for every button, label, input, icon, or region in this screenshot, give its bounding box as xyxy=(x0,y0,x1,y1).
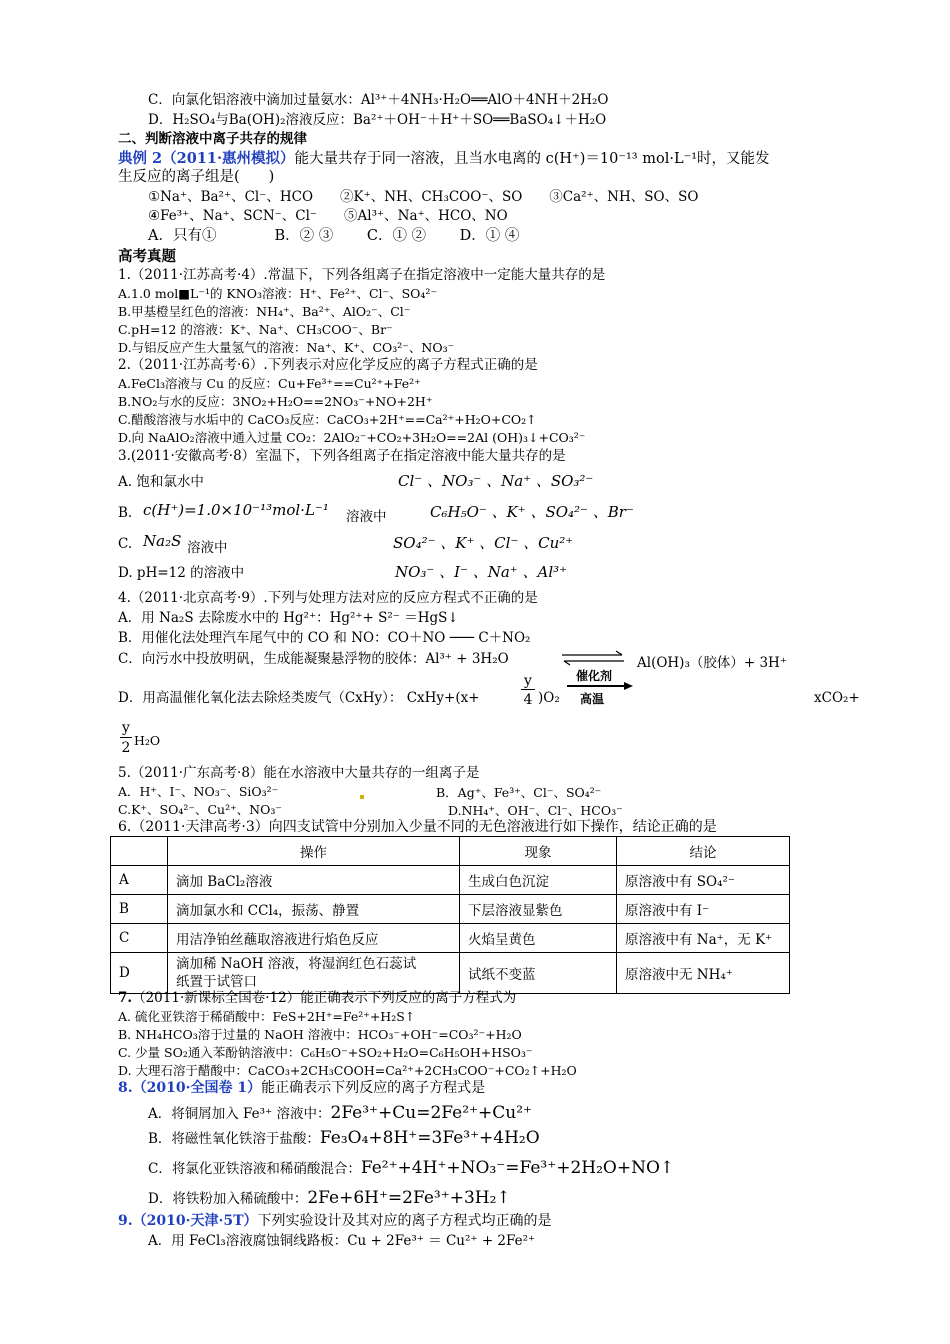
q4-option-a: A．用 Na₂S 去除废水中的 Hg²⁺：Hg²⁺+ S²⁻ ＝HgS↓ xyxy=(118,610,459,626)
q8-label: 8.（2010·全国卷 1） xyxy=(118,1080,262,1096)
q5-stem: 5.（2011·广东高考·8）能在水溶液中大量共存的一组离子是 xyxy=(118,765,480,781)
table-cell xyxy=(168,953,460,994)
q3-stem: 3.(2011·安徽高考·8）室温下，下列各组离子在指定溶液中能大量共存的是 xyxy=(118,448,566,464)
q1-option-d: D.与铝反应产生大量氢气的溶液：Na⁺、K⁺、CO₃²⁻、NO₃⁻ xyxy=(118,340,455,355)
table-cell: 滴加 BaCl₂溶液 xyxy=(168,866,460,895)
q5-option-c: C.K⁺、SO₄²⁻、Cu²⁺、NO₃⁻ xyxy=(118,802,282,817)
q6-stem: 6.（2011·天津高考·3）向四支试管中分别加入少量不同的无色溶液进行如下操作，结论正确的是 xyxy=(118,819,717,835)
example2-line2: 生反应的离子组是( ) xyxy=(118,169,275,185)
q1-stem: 1.（2011·江苏高考·4）.常温下，下列各组离子在指定溶液中一定能大量共存的是 xyxy=(118,267,606,283)
q4-option-c-right: Al(OH)₃（胶体）+ 3H⁺ xyxy=(637,655,787,671)
q2-option-a: A.FeCl₃溶液与 Cu 的反应：Cu+Fe³⁺==Cu²⁺+Fe²⁺ xyxy=(118,376,421,391)
table-cell: 滴加氯水和 CCl₄，振荡、静置 xyxy=(168,895,460,924)
table-row xyxy=(111,924,790,953)
q2-option-d: D.向 NaAlO₂溶液中通入过量 CO₂：2AlO₂⁻+CO₂+3H₂O==2Al (OH)₃↓+CO₃²⁻ xyxy=(118,430,586,445)
q4-d-condition-top: 催化剂 xyxy=(576,669,613,683)
q6-header-cell: 结论 xyxy=(617,837,790,866)
table-row xyxy=(111,866,790,895)
q4-d-frac-den: 4 xyxy=(523,692,533,708)
q4-d-frac-bar xyxy=(521,689,535,690)
q3-option-b-formula: c(H⁺)=1.0×10⁻¹³mol·L⁻¹ xyxy=(143,501,329,519)
table-cell: 原溶液中有 SO₄²⁻ xyxy=(617,866,790,895)
q8-option-c-eq: Fe²⁺+4H⁺+NO₃⁻=Fe³⁺+2H₂O+NO↑ xyxy=(360,1158,675,1178)
example2-text: 能大量共存于同一溶液，且当水电离的 c(H⁺)＝10⁻¹³ mol·L⁻¹时，又能发 xyxy=(294,151,770,167)
section2-heading: 二、判断溶液中离子共存的规律 xyxy=(118,131,307,147)
table-row xyxy=(111,953,790,994)
q2-option-c: C.醋酸溶液与水垢中的 CaCO₃反应：CaCO₃+2H⁺==Ca²⁺+H₂O+CO₂↑ xyxy=(118,412,537,427)
table-cell: 原溶液中无 NH₄⁺ xyxy=(617,953,790,994)
q4-d-frac2-bar xyxy=(120,737,132,738)
q3-option-c-label: C. xyxy=(118,536,133,552)
q9-label: 9.（2010·天津·5T） xyxy=(118,1213,258,1229)
q8-option-b-eq: Fe₃O₄+8H⁺=3Fe³⁺+4H₂O xyxy=(319,1128,540,1148)
q8-option-b-text: B．将磁性氧化铁溶于盐酸： xyxy=(148,1131,320,1147)
example2-options-1: ①Na⁺、Ba²⁺、Cl⁻、HCO ②K⁺、NH、CH₃COO⁻、SO ③Ca²⁺、NH、SO、SO xyxy=(148,189,699,205)
q6-row-d-op-line2: 纸置于试管口 xyxy=(176,974,257,990)
q8-option-c-text: C．将氯化亚铁溶液和稀硝酸混合： xyxy=(148,1161,361,1177)
q2-stem: 2.（2011·江苏高考·6）.下列表示对应化学反应的离子方程式正确的是 xyxy=(118,357,538,373)
table-cell: D xyxy=(111,953,168,994)
q8-option-d-eq: 2Fe+6H⁺=2Fe³⁺+3H₂↑ xyxy=(307,1188,511,1208)
q4-d-frac-num: y xyxy=(524,673,532,689)
q8-option-c xyxy=(148,1160,674,1178)
q8-option-a xyxy=(148,1105,532,1123)
yellow-dot-mark xyxy=(360,795,364,799)
q8-stem-line xyxy=(118,1080,485,1097)
table-cell: C xyxy=(111,924,168,953)
q4-d-frac2-num: y xyxy=(122,720,130,736)
q1-option-b: B.甲基橙呈红色的溶液：NH₄⁺、Ba²⁺、AlO₂⁻、Cl⁻ xyxy=(118,304,411,319)
q7-option-a: A. 硫化亚铁溶于稀硝酸中：FeS+2H⁺=Fe²⁺+H₂S↑ xyxy=(118,1009,416,1024)
q4-d-h2o: H₂O xyxy=(134,733,161,748)
table-cell: 原溶液中有 I⁻ xyxy=(617,895,790,924)
q4-d-frac2-den: 2 xyxy=(121,740,131,756)
q4-d-condition-bottom: 高温 xyxy=(580,692,605,706)
q3-option-a: A. 饱和氯水中 xyxy=(118,474,204,490)
table-cell: 下层溶液显紫色 xyxy=(460,895,617,924)
q4-d-o2: )O₂ xyxy=(538,690,560,706)
q2-option-b: B.NO₂与水的反应：3NO₂+H₂O==2NO₃⁻+NO+2H⁺ xyxy=(118,394,433,409)
q6-header-cell: 现象 xyxy=(460,837,617,866)
table-row xyxy=(111,895,790,924)
q8-option-a-text: A．将铜屑加入 Fe³⁺ 溶液中： xyxy=(148,1106,331,1122)
q6-header-cell: 操作 xyxy=(168,837,460,866)
table-cell: 生成白色沉淀 xyxy=(460,866,617,895)
example2-options-2: ④Fe³⁺、Na⁺、SCN⁻、Cl⁻ ⑤Al³⁺、Na⁺、HCO、NO xyxy=(148,208,508,224)
q1-option-c: C.pH=12 的溶液：K⁺、Na⁺、CH₃COO⁻、Br⁻ xyxy=(118,322,393,337)
intro-option-d: D．H₂SO₄与Ba(OH)₂溶液反应：Ba²⁺＋OH⁻＋H⁺＋SO══BaSO₄↓＋H₂O xyxy=(148,112,607,128)
q6-header-cell xyxy=(111,837,168,866)
q7-option-c: C. 少量 SO₂通入苯酚钠溶液中：C₆H₅O⁻+SO₂+H₂O=C₆H₅OH+HSO₃⁻ xyxy=(118,1045,533,1060)
table-cell: A xyxy=(111,866,168,895)
q8-option-a-eq: 2Fe³⁺+Cu=2Fe²⁺+Cu²⁺ xyxy=(330,1103,532,1123)
q8-stem: 能正确表示下列反应的离子方程式是 xyxy=(261,1080,486,1096)
q8-option-d xyxy=(148,1190,511,1208)
q8-option-b xyxy=(148,1130,540,1148)
q9-option-a: A．用 FeCl₃溶液腐蚀铜线路板：Cu + 2Fe³⁺ ＝ Cu²⁺ + 2Fe²⁺ xyxy=(148,1233,536,1249)
intro-option-c: C．向氯化铝溶液中滴加过量氨水：Al³⁺＋4NH₃·H₂O══AlO＋4NH＋2H₂O xyxy=(148,92,609,108)
q9-stem: 下列实验设计及其对应的离子方程式均正确的是 xyxy=(257,1213,552,1229)
example2-label: 典例 2（2011·惠州模拟） xyxy=(118,150,295,167)
table-cell: 试纸不变蓝 xyxy=(460,953,617,994)
example2-line1 xyxy=(118,150,770,168)
q5-option-d: D.NH₄⁺、OH⁻、Cl⁻、HCO₃⁻ xyxy=(448,803,623,818)
q4-option-c-left: C．向污水中投放明矾，生成能凝聚悬浮物的胶体：Al³⁺ + 3H₂O xyxy=(118,651,509,667)
q4-stem: 4.（2011·北京高考·9）.下列与处理方法对应的反应方程式不正确的是 xyxy=(118,590,538,606)
q3-option-d-ions: NO₃⁻ 、I⁻ 、Na⁺ 、Al³⁺ xyxy=(395,563,568,581)
q8-option-d-text: D．将铁粉加入稀硫酸中： xyxy=(148,1191,308,1207)
q3-option-c-tail: 溶液中 xyxy=(187,540,228,556)
q3-option-c-formula: Na₂S xyxy=(143,532,182,550)
q9-stem-line xyxy=(118,1213,552,1230)
q4-option-b: B．用催化法处理汽车尾气中的 CO 和 NO：CO＋NO ─── C＋NO₂ xyxy=(118,630,531,646)
q5-option-b: B．Ag⁺、Fe³⁺、Cl⁻、SO₄²⁻ xyxy=(436,785,602,800)
q6-table-header xyxy=(111,837,790,866)
q4-d-right: xCO₂+ xyxy=(814,690,860,706)
table-cell: 原溶液中有 Na⁺，无 K⁺ xyxy=(617,924,790,953)
q3-option-b-label: B. xyxy=(118,505,133,521)
q7-option-d: D. 大理石溶于醋酸中：CaCO₃+2CH₃COOH=Ca²⁺+2CH₃COO⁻+CO₂↑+H₂O xyxy=(118,1063,577,1078)
table-cell: B xyxy=(111,895,168,924)
q3-option-a-ions: Cl⁻ 、NO₃⁻ 、Na⁺ 、SO₃²⁻ xyxy=(398,472,594,490)
q6-table xyxy=(110,836,790,994)
q3-option-c-ions: SO₄²⁻ 、K⁺ 、Cl⁻ 、Cu²⁺ xyxy=(393,534,574,552)
q4-option-d-left: D．用高温催化氧化法去除烃类废气（CxHy）： CxHy+(x+ xyxy=(118,690,480,706)
q7-option-b: B. NH₄HCO₃溶于过量的 NaOH 溶液中：HCO₃⁻+OH⁻=CO₃²⁻+H₂O xyxy=(118,1027,522,1042)
q3-option-b-tail: 溶液中 xyxy=(346,509,387,525)
q7-label: 7. xyxy=(118,990,133,1006)
gaokao-heading: 高考真题 xyxy=(118,248,176,265)
q6-row-d-op-line1: 滴加稀 NaOH 溶液，将湿润红色石蕊试 xyxy=(176,956,417,972)
q5-option-a: A．H⁺、I⁻、NO₃⁻、SiO₃²⁻ xyxy=(118,784,279,799)
q7-stem: （2011·新课标全国卷·12）能正确表示下列反应的离子方程式为 xyxy=(132,990,517,1006)
table-cell: 用洁净铂丝蘸取溶液进行焰色反应 xyxy=(168,924,460,953)
q3-option-d-label: D. pH=12 的溶液中 xyxy=(118,565,245,581)
example2-answers: A．只有① B．② ③ C．① ② D．① ④ xyxy=(148,228,520,244)
q3-option-b-ions: C₆H₅O⁻ 、K⁺ 、SO₄²⁻ 、Br⁻ xyxy=(430,503,634,521)
table-cell: 火焰呈黄色 xyxy=(460,924,617,953)
q1-option-a: A.1.0 mol■L⁻¹的 KNO₃溶液：H⁺、Fe²⁺、Cl⁻、SO₄²⁻ xyxy=(118,286,438,301)
reversible-arrow-icon xyxy=(560,650,626,666)
q7-stem-line xyxy=(118,990,516,1007)
